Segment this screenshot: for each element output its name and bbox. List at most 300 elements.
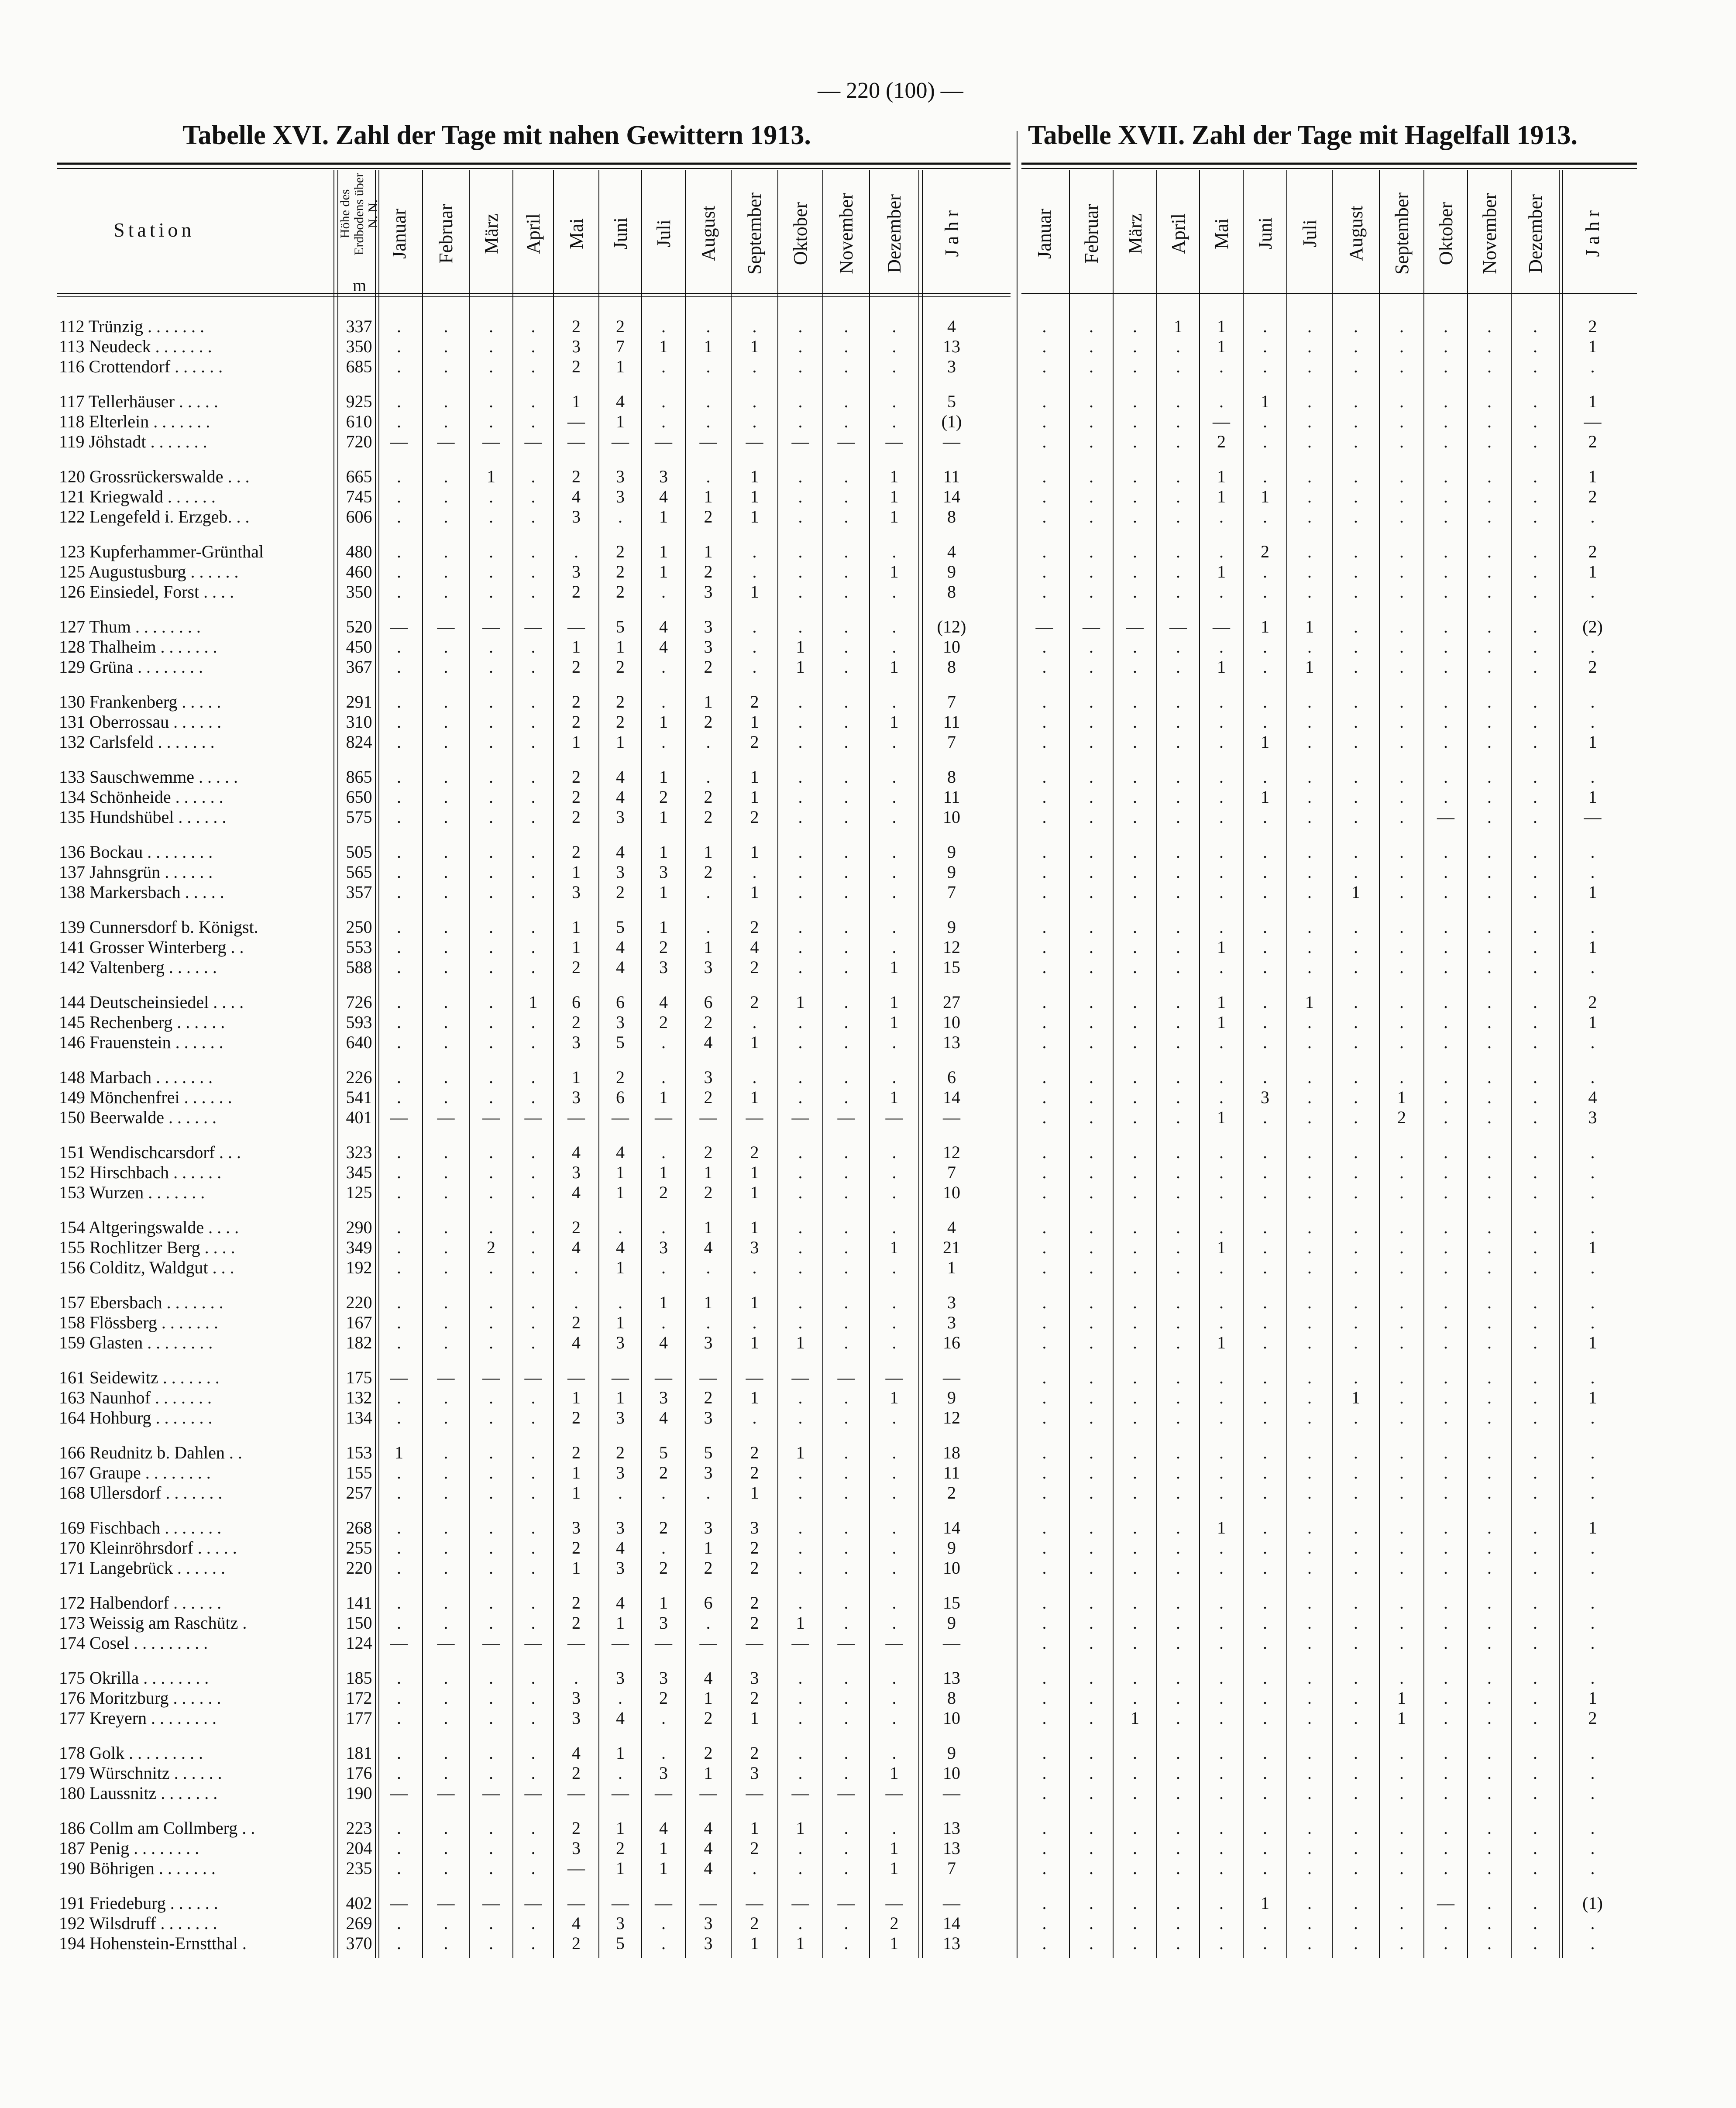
t16-cell: .	[531, 542, 536, 561]
t16-cell: .	[397, 1558, 401, 1578]
t16-cell: .	[798, 562, 803, 581]
t16-cell: 1	[750, 1333, 759, 1352]
t17-cell: .	[1487, 617, 1492, 636]
station-name: 126 Einsiedel, Forst . . . .	[59, 582, 234, 602]
t16-cell: .	[489, 1613, 493, 1633]
t16-cell: 2	[572, 657, 581, 677]
t16-cell: 1	[750, 842, 759, 862]
station-name: 177 Kreyern . . . . . . . .	[59, 1708, 217, 1728]
t16-cell: .	[531, 1142, 536, 1162]
t16-cell: 8	[947, 507, 956, 526]
t17-cell: .	[1263, 316, 1267, 336]
t17-cell: .	[1399, 1783, 1404, 1803]
t16-cell: 4	[616, 957, 625, 977]
t16-cell: —	[943, 1783, 960, 1803]
t16-cell: .	[443, 1067, 448, 1087]
t17-cell: .	[1590, 507, 1595, 526]
t16-cell: .	[844, 1913, 849, 1933]
t16-cell: .	[618, 1688, 622, 1708]
station-name: 142 Valtenberg . . . . . .	[59, 957, 217, 977]
t16-cell: —	[390, 1633, 408, 1653]
t16-cell: .	[706, 767, 711, 787]
t16-cell: 2	[750, 992, 759, 1012]
t17-cell: .	[1133, 1408, 1137, 1427]
t17-cell: .	[1176, 767, 1180, 787]
t16-cell: —	[437, 1107, 455, 1127]
t17-col-label: Mai	[1210, 218, 1232, 249]
t16-cell: .	[892, 337, 897, 356]
t17-cell: .	[1399, 1313, 1404, 1332]
table-row	[0, 1593, 1736, 1613]
t17-cell: .	[1042, 337, 1047, 356]
t16-cell: —	[746, 1107, 763, 1127]
t17-cell: 1	[1217, 657, 1226, 677]
t17-cell: .	[1042, 1483, 1047, 1503]
t17-cell: .	[1263, 842, 1267, 862]
t17-cell: 1	[1217, 487, 1226, 506]
t17-cell: .	[1263, 1483, 1267, 1503]
t17-cell: .	[1307, 1783, 1312, 1803]
t16-cell: 1	[890, 1838, 899, 1858]
t16-cell: .	[798, 1067, 803, 1087]
t17-cell: .	[1307, 862, 1312, 882]
t16-cell: 1	[572, 637, 581, 657]
t16-cell: .	[798, 1032, 803, 1052]
t16-cell: .	[798, 507, 803, 526]
t17-cell: .	[1042, 1333, 1047, 1352]
t16-cell: 3	[947, 357, 956, 376]
t16-cell: 2	[572, 467, 581, 486]
t16-cell: —	[567, 1368, 585, 1387]
station-name: 132 Carlsfeld . . . . . . .	[59, 732, 215, 752]
t16-cell: —	[437, 617, 455, 636]
t16-cell: .	[844, 412, 849, 431]
t17-cell: .	[1263, 1463, 1267, 1482]
t16-cell: .	[798, 617, 803, 636]
t16-cell: .	[443, 316, 448, 336]
t16-cell: —	[699, 1368, 717, 1387]
t17-cell: .	[1590, 1818, 1595, 1838]
t17-cell: .	[1444, 562, 1448, 581]
t16-cell: .	[892, 1258, 897, 1277]
t16-cell: .	[618, 1293, 622, 1312]
station-height: 291	[346, 692, 372, 712]
t17-cell: .	[1444, 1238, 1448, 1257]
t16-cell: 1	[890, 1238, 899, 1257]
t16-cell: .	[531, 1238, 536, 1257]
t16-cell: 3	[572, 562, 581, 581]
table-row	[0, 392, 1736, 412]
t17-cell: 1	[1351, 882, 1360, 902]
t16-cell: .	[443, 1838, 448, 1858]
t17-cell: .	[1089, 1388, 1093, 1407]
t17-cell: .	[1487, 1463, 1492, 1482]
station-name: 153 Wurzen . . . . . . .	[59, 1183, 205, 1202]
t17-cell: .	[1487, 1763, 1492, 1783]
t16-cell: .	[844, 617, 849, 636]
t17-cell: .	[1533, 787, 1537, 807]
t17-cell: .	[1444, 692, 1448, 712]
t17-cell: .	[1487, 1333, 1492, 1352]
t16-cell: 2	[572, 842, 581, 862]
t17-cell: .	[1533, 487, 1537, 506]
t17-cell: .	[1089, 1668, 1093, 1688]
t17-cell: .	[1307, 1217, 1312, 1237]
t16-cell: .	[844, 732, 849, 752]
t16-cell: 6	[616, 1087, 625, 1107]
t16-cell: 1	[890, 562, 899, 581]
t17-cell: .	[1133, 1558, 1137, 1578]
t16-cell: 1	[890, 992, 899, 1012]
t17-cell: .	[1354, 392, 1358, 411]
t16-cell: .	[489, 507, 493, 526]
t17-cell: .	[1399, 767, 1404, 787]
t17-cell: .	[1307, 732, 1312, 752]
t16-cell: .	[531, 1463, 536, 1482]
t17-cell: .	[1487, 542, 1492, 561]
t16-cell: —	[699, 1107, 717, 1127]
t17-cell: —	[1584, 807, 1602, 827]
t17-cell: .	[1042, 1162, 1047, 1182]
t17-cell: .	[1133, 787, 1137, 807]
table-row	[0, 637, 1736, 657]
t17-cell: .	[1399, 1183, 1404, 1202]
t16-cell: 1	[616, 1613, 625, 1633]
t17-cell: 1	[1588, 467, 1597, 486]
t17-cell: .	[1354, 542, 1358, 561]
station-name: 154 Altgeringswalde . . . .	[59, 1217, 239, 1237]
t17-cell: .	[1444, 862, 1448, 882]
t16-cell: .	[844, 712, 849, 732]
t17-cell: .	[1133, 1107, 1137, 1127]
t16-cell: .	[798, 1408, 803, 1427]
t17-cell: .	[1487, 337, 1492, 356]
t16-cell: .	[531, 1032, 536, 1052]
station-height: 520	[346, 617, 372, 636]
t17-cell: .	[1133, 842, 1137, 862]
t16-cell: 2	[659, 787, 668, 807]
t17-cell: .	[1263, 712, 1267, 732]
station-name: 192 Wilsdruff . . . . . . .	[59, 1913, 217, 1933]
t16-cell: 2	[750, 1838, 759, 1858]
t17-cell: .	[1590, 957, 1595, 977]
t17-cell: .	[1176, 1463, 1180, 1482]
t16-cell: 2	[704, 1012, 713, 1032]
t17-cell: .	[1133, 1743, 1137, 1763]
station-name: 145 Rechenberg . . . . . .	[59, 1012, 225, 1032]
t17-cell: .	[1263, 432, 1267, 451]
t16-cell: .	[531, 1067, 536, 1087]
t17-cell: .	[1089, 1593, 1093, 1613]
t17-cell: .	[1042, 1258, 1047, 1277]
t16-cell: 2	[572, 1613, 581, 1633]
t17-cell: .	[1176, 1087, 1180, 1107]
t17-cell: .	[1399, 1368, 1404, 1387]
t16-cell: —	[437, 1633, 455, 1653]
t16-cell: 2	[487, 1238, 495, 1257]
t16-cell: .	[798, 1217, 803, 1237]
station-height: 726	[346, 992, 372, 1012]
t16-cell: .	[443, 582, 448, 602]
t17-cell: .	[1399, 637, 1404, 657]
t16-cell: .	[892, 1743, 897, 1763]
t16-cell: 2	[890, 1913, 899, 1933]
t16-cell: 6	[572, 992, 581, 1012]
t17-cell: .	[1042, 1142, 1047, 1162]
t17-cell: .	[1533, 1933, 1537, 1953]
t16-cell: .	[798, 957, 803, 977]
t17-cell: .	[1219, 1162, 1224, 1182]
t16-cell: 1	[750, 1162, 759, 1182]
t16-cell: .	[844, 1258, 849, 1277]
station-name: 113 Neudeck . . . . . . .	[59, 337, 212, 356]
t16-cell: —	[482, 1368, 500, 1387]
t17-cell: .	[1133, 692, 1137, 712]
t16-cell: .	[531, 1183, 536, 1202]
t16-cell: 1	[704, 1763, 713, 1783]
t17-cell: .	[1590, 1633, 1595, 1653]
t16-cell: .	[892, 1518, 897, 1537]
t17-cell: .	[1399, 316, 1404, 336]
station-height: 153	[346, 1443, 372, 1462]
t16-cell: .	[443, 732, 448, 752]
t17-cell: .	[1444, 1913, 1448, 1933]
table-row	[0, 432, 1736, 452]
t16-cell: 1	[704, 1217, 713, 1237]
t17-cell: .	[1444, 1333, 1448, 1352]
t17-cell: .	[1487, 487, 1492, 506]
t17-cell: .	[1089, 1293, 1093, 1312]
t17-cell: .	[1089, 1763, 1093, 1783]
t16-cell: .	[443, 337, 448, 356]
t17-cell: —	[1584, 412, 1602, 431]
t16-cell: .	[443, 637, 448, 657]
t16-cell: 9	[947, 1388, 956, 1407]
t17-cell: .	[1354, 582, 1358, 602]
t17-cell: .	[1399, 657, 1404, 677]
t16-cell: .	[844, 767, 849, 787]
t17-cell: 1	[1217, 562, 1226, 581]
t16-cell: .	[706, 1483, 711, 1503]
t16-cell: 1	[529, 992, 538, 1012]
t16-cell: —	[524, 1107, 542, 1127]
t16-cell: .	[752, 1067, 757, 1087]
t17-cell: .	[1444, 1933, 1448, 1953]
t16-cell: .	[531, 1293, 536, 1312]
t17-cell: .	[1133, 732, 1137, 752]
t16-cell: .	[531, 1162, 536, 1182]
t17-cell: .	[1487, 862, 1492, 882]
t17-cell: .	[1590, 767, 1595, 787]
t16-cell: 1	[890, 1763, 899, 1783]
t17-cell: .	[1444, 487, 1448, 506]
t16-cell: .	[443, 1858, 448, 1878]
t16-col-header	[731, 175, 778, 292]
t16-cell: —	[885, 1893, 903, 1913]
t16-cell: 1	[750, 1032, 759, 1052]
t16-cell: 4	[947, 542, 956, 561]
t16-cell: 4	[659, 487, 668, 506]
t16-cell: .	[531, 1593, 536, 1613]
t17-cell: .	[1354, 1183, 1358, 1202]
t16-cell: 4	[659, 637, 668, 657]
table-row	[0, 1558, 1736, 1578]
t16-cell: 12	[943, 1142, 960, 1162]
t17-cell: .	[1263, 337, 1267, 356]
t17-cell: .	[1176, 1032, 1180, 1052]
t16-cell: .	[844, 957, 849, 977]
t16-cell: 1	[659, 1162, 668, 1182]
t16-cell: 1	[659, 712, 668, 732]
t16-cell: .	[892, 1032, 897, 1052]
t16-cell: .	[443, 1913, 448, 1933]
t17-cell: .	[1176, 337, 1180, 356]
t16-cell: 8	[947, 767, 956, 787]
table-row	[0, 1818, 1736, 1838]
t17-cell: .	[1042, 582, 1047, 602]
t16-cell: .	[706, 882, 711, 902]
t16-cell: 2	[572, 957, 581, 977]
t16-cell: 21	[943, 1238, 960, 1257]
t16-cell: .	[397, 1688, 401, 1708]
t17-cell: .	[1354, 1313, 1358, 1332]
t17-cell: .	[1133, 1688, 1137, 1708]
t16-cell: .	[443, 1613, 448, 1633]
t17-cell: .	[1042, 1408, 1047, 1427]
t17-cell: .	[1042, 1818, 1047, 1838]
t17-cell: .	[1444, 1668, 1448, 1688]
t17-cell: .	[1176, 1818, 1180, 1838]
t17-cell: .	[1307, 692, 1312, 712]
t16-cell: —	[746, 1783, 763, 1803]
station-height: 402	[346, 1893, 372, 1913]
t17-cell: .	[1042, 1067, 1047, 1087]
table-row	[0, 1518, 1736, 1538]
t17-cell: .	[1219, 957, 1224, 977]
t17-cell: .	[1176, 467, 1180, 486]
t16-cell: .	[798, 732, 803, 752]
t16-cell: .	[844, 1087, 849, 1107]
t16-cell: .	[892, 1708, 897, 1728]
t16-cell: .	[443, 862, 448, 882]
t17-cell: .	[1399, 1217, 1404, 1237]
t17-cell: .	[1263, 957, 1267, 977]
t16-cell: .	[706, 412, 711, 431]
t17-cell: .	[1307, 1858, 1312, 1878]
t16-cell: .	[397, 1238, 401, 1257]
t17-cell: .	[1042, 1388, 1047, 1407]
t17-cell: .	[1307, 316, 1312, 336]
t16-cell: —	[655, 1107, 672, 1127]
t16-cell: .	[706, 316, 711, 336]
t17-cell: .	[1133, 337, 1137, 356]
t16-cell: 12	[943, 937, 960, 957]
t17-cell: .	[1219, 1313, 1224, 1332]
t16-cell: 2	[572, 357, 581, 376]
station-height: 865	[346, 767, 372, 787]
t16-cell: .	[798, 412, 803, 431]
station-name: 125 Augustusburg . . . . . .	[59, 562, 239, 581]
t16-cell: 2	[616, 582, 625, 602]
t16-cell: 2	[750, 692, 759, 712]
t16-cell: .	[397, 1463, 401, 1482]
t17-cell: .	[1533, 316, 1537, 336]
t16-cell: 3	[947, 1293, 956, 1312]
t16-cell: —	[885, 432, 903, 451]
t16-cell: .	[844, 1858, 849, 1878]
t17-cell: .	[1444, 957, 1448, 977]
t17-cell: .	[1176, 882, 1180, 902]
t17-cell: .	[1399, 1333, 1404, 1352]
t17-cell: .	[1444, 337, 1448, 356]
t17-cell: .	[1133, 712, 1137, 732]
t17-cell: 1	[1217, 1333, 1226, 1352]
t16-cell: .	[892, 617, 897, 636]
t17-cell: .	[1133, 767, 1137, 787]
t16-cell: .	[844, 392, 849, 411]
t16-cell: —	[943, 1368, 960, 1387]
t16-cell: .	[489, 1518, 493, 1537]
t16-cell: .	[489, 1913, 493, 1933]
t16-cell: .	[844, 1142, 849, 1162]
station-height: 185	[346, 1668, 372, 1688]
t17-col-label: April	[1167, 213, 1189, 254]
t17-cell: .	[1219, 1688, 1224, 1708]
t17-cell: .	[1444, 712, 1448, 732]
t16-cell: .	[489, 1313, 493, 1332]
t17-cell: .	[1307, 1593, 1312, 1613]
t17-cell: .	[1219, 1483, 1224, 1503]
t17-cell: .	[1089, 1443, 1093, 1462]
t17-cell: .	[1219, 1593, 1224, 1613]
table17-title: Tabelle XVII. Zahl der Tage mit Hagelfall 1913.	[1028, 120, 1578, 150]
t17-cell: .	[1487, 392, 1492, 411]
t16-cell: 18	[943, 1443, 960, 1462]
t17-col-label: Februar	[1080, 203, 1102, 264]
t16-cell: .	[706, 392, 711, 411]
t16-cell: 11	[943, 1463, 960, 1482]
t17-cell: .	[1263, 1558, 1267, 1578]
t17-cell: .	[1590, 1763, 1595, 1783]
t17-col-label: Januar	[1034, 208, 1055, 259]
t16-cell: .	[531, 1613, 536, 1633]
t17-cell: .	[1590, 712, 1595, 732]
t17-cell: .	[1533, 1107, 1537, 1127]
t16-cell: .	[661, 1708, 666, 1728]
t16-cell: .	[844, 1518, 849, 1537]
t17-cell: 1	[1588, 392, 1597, 411]
t17-cell: .	[1089, 917, 1093, 937]
t17-cell: .	[1533, 1012, 1537, 1032]
t17-cell: .	[1219, 712, 1224, 732]
t17-cell: .	[1487, 432, 1492, 451]
t17-cell: .	[1487, 712, 1492, 732]
t17-cell: .	[1089, 467, 1093, 486]
t16-col-label: August	[698, 206, 719, 261]
t16-cell: .	[618, 507, 622, 526]
t16-cell: .	[397, 917, 401, 937]
t16-cell: —	[791, 1368, 809, 1387]
t16-col-header	[778, 175, 823, 292]
t16-cell: .	[844, 1558, 849, 1578]
t16-cell: 9	[947, 562, 956, 581]
t16-cell: .	[489, 1858, 493, 1878]
t17-cell: .	[1487, 1593, 1492, 1613]
t17-cell: .	[1354, 657, 1358, 677]
t16-cell: 2	[616, 542, 625, 561]
t16-cell: .	[892, 807, 897, 827]
t16-cell: —	[943, 432, 960, 451]
